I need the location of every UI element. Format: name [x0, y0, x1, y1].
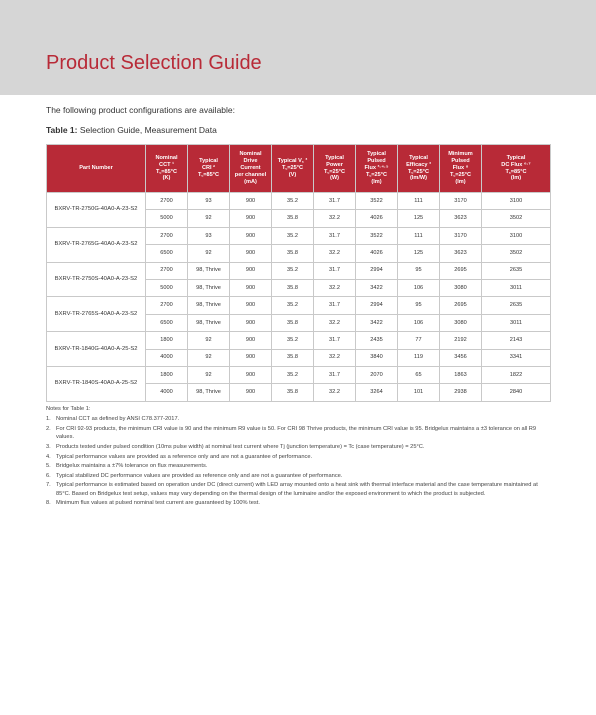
- table-cell: 92: [188, 210, 230, 227]
- table-cell: 95: [398, 262, 440, 279]
- notes: [46, 405, 550, 509]
- table-cell: 98, Thrive: [188, 279, 230, 296]
- table-cell: 4026: [356, 245, 398, 262]
- part-number-cell: BXRV-TR-2765G-40A0-A-23-S2: [47, 227, 146, 262]
- table-row: [47, 227, 551, 244]
- note-number: 1.: [46, 416, 51, 423]
- table-cell: 125: [398, 245, 440, 262]
- column-header-line: (lm): [510, 175, 522, 182]
- table-cell: 2938: [440, 384, 482, 401]
- table-cell: 3623: [440, 210, 482, 227]
- note-text: Bridgelux maintains a ±7% tolerance on flux measurements.: [56, 463, 208, 470]
- column-header-line: CCT ¹: [159, 161, 174, 168]
- part-number-cell: BXRV-TR-1840S-40A0-A-25-S2: [47, 366, 146, 401]
- table-cell: 111: [398, 193, 440, 210]
- table-row: [47, 332, 551, 349]
- table-caption: [46, 125, 217, 135]
- column-header: [440, 145, 482, 193]
- table-cell: 3456: [440, 349, 482, 366]
- table-cell: 3011: [482, 314, 551, 331]
- column-header-line: Typical: [199, 158, 218, 165]
- table-cell: 32.2: [314, 349, 356, 366]
- table-cell: 900: [230, 210, 272, 227]
- table-cell: 3341: [482, 349, 551, 366]
- table-cell: 35.2: [272, 297, 314, 314]
- table-cell: 2700: [146, 297, 188, 314]
- column-header-line: (lm/W): [409, 175, 428, 182]
- table-cell: 65: [398, 366, 440, 383]
- table-cell: 900: [230, 227, 272, 244]
- table-cell: 3840: [356, 349, 398, 366]
- column-header: [272, 145, 314, 193]
- column-header-line: (V): [288, 171, 297, 178]
- table-cell: 900: [230, 384, 272, 401]
- column-header-line: per channel: [234, 171, 267, 178]
- table-cell: 119: [398, 349, 440, 366]
- column-header: [482, 145, 551, 193]
- table-cell: 3080: [440, 279, 482, 296]
- selection-table: [46, 144, 551, 402]
- part-number-cell: BXRV-TR-2750G-40A0-A-23-S2: [47, 193, 146, 228]
- table-cell: 4000: [146, 349, 188, 366]
- column-header-line: T꜀=85°C: [155, 168, 178, 175]
- column-header-line: T꜀=85°C: [505, 168, 527, 175]
- column-header-line: (K): [162, 175, 171, 182]
- table-cell: 98, Thrive: [188, 384, 230, 401]
- table-cell: 6500: [146, 245, 188, 262]
- table-cell: 93: [188, 193, 230, 210]
- note-item: [46, 443, 550, 451]
- table-cell: 31.7: [314, 297, 356, 314]
- table-body: [47, 193, 551, 402]
- table-cell: 1863: [440, 366, 482, 383]
- table-cell: 32.2: [314, 314, 356, 331]
- column-header: [188, 145, 230, 193]
- column-header-line: Flux ⁸: [452, 165, 469, 171]
- table-cell: 900: [230, 366, 272, 383]
- table-cell: 1822: [482, 366, 551, 383]
- column-header-line: Power: [326, 161, 343, 168]
- table-cell: 5000: [146, 210, 188, 227]
- note-item: [46, 462, 550, 470]
- note-number: 8.: [46, 500, 51, 507]
- column-header-line: Efficacy ³: [406, 161, 431, 168]
- table-cell: 35.2: [272, 193, 314, 210]
- note-item: [46, 472, 550, 480]
- notes-list: [46, 415, 550, 507]
- table-cell: 98, Thrive: [188, 314, 230, 331]
- table-cell: 3170: [440, 193, 482, 210]
- table-cell: 101: [398, 384, 440, 401]
- table-cell: 31.7: [314, 366, 356, 383]
- table-cell: 31.7: [314, 262, 356, 279]
- table-cell: 6500: [146, 314, 188, 331]
- table-cell: 32.2: [314, 384, 356, 401]
- table-cell: 3170: [440, 227, 482, 244]
- table-cell: 900: [230, 314, 272, 331]
- column-header-line: Pulsed: [451, 158, 470, 165]
- table-cell: 98, Thrive: [188, 297, 230, 314]
- intro-text: The following product configurations are available:: [46, 105, 236, 115]
- table-cell: 92: [188, 332, 230, 349]
- note-item: [46, 481, 550, 498]
- table-cell: 2143: [482, 332, 551, 349]
- header-band: [0, 0, 596, 95]
- table-cell: 77: [398, 332, 440, 349]
- table-cell: 2700: [146, 227, 188, 244]
- column-header-line: Current: [240, 165, 261, 171]
- column-header-line: T꜀=25°C: [407, 168, 430, 175]
- table-cell: 3100: [482, 193, 551, 210]
- column-header-line: Drive: [243, 158, 258, 165]
- part-number-cell: BXRV-TR-1840G-40A0-A-25-S2: [47, 332, 146, 367]
- table-row: [47, 262, 551, 279]
- page-title: Product Selection Guide: [46, 52, 262, 74]
- table-cell: 111: [398, 227, 440, 244]
- column-header-line: T꜀=25°C: [323, 168, 346, 175]
- column-header-line: CRI ²: [201, 165, 216, 171]
- table-cell: 3422: [356, 314, 398, 331]
- table-cell: 3502: [482, 245, 551, 262]
- table-row: [47, 297, 551, 314]
- table-cell: 2192: [440, 332, 482, 349]
- table-cell: 2695: [440, 262, 482, 279]
- table-cell: 31.7: [314, 193, 356, 210]
- table-header-row: [47, 145, 551, 193]
- table-row: [47, 193, 551, 210]
- column-header-line: (lm): [371, 178, 382, 185]
- table-cell: 900: [230, 279, 272, 296]
- table-cell: 93: [188, 227, 230, 244]
- table-cell: 2635: [482, 262, 551, 279]
- note-text: Products tested under pulsed condition (10ms pulse width) at nominal test current where Tj (junction temperature) = Tc (case temperature) = 25°C.: [56, 443, 425, 450]
- table-cell: 4000: [146, 384, 188, 401]
- column-header-line: Minimum: [448, 151, 473, 158]
- note-text: For CRI 92-93 products, the minimum CRI value is 90 and the minimum R9 value is 50. For CRI 98 Thrive products, the minimum CRI value is 95. Bridgelux maintains a ±3 tolerance on all R9 values.: [56, 425, 537, 441]
- table-cell: 125: [398, 210, 440, 227]
- column-header-line: T꜀=25°C: [365, 171, 388, 178]
- note-number: 4.: [46, 453, 51, 460]
- column-header-line: DC Flux ⁶·⁷: [501, 161, 531, 168]
- part-number-cell: BXRV-TR-2750S-40A0-A-23-S2: [47, 262, 146, 297]
- table-cell: 35.8: [272, 279, 314, 296]
- column-header: [398, 145, 440, 193]
- table-cell: 3522: [356, 193, 398, 210]
- table-cell: 900: [230, 349, 272, 366]
- note-text: Minimum flux values at pulsed nominal test current are guaranteed by 100% test.: [56, 500, 260, 507]
- table-cell: 98, Thrive: [188, 262, 230, 279]
- column-header-line: Typical V꜀ ³: [277, 158, 308, 165]
- table-cell: 106: [398, 314, 440, 331]
- table-caption-label: Table 1:: [46, 125, 78, 135]
- table-cell: 32.2: [314, 245, 356, 262]
- note-item: [46, 453, 550, 461]
- table-cell: 32.2: [314, 279, 356, 296]
- table-cell: 2695: [440, 297, 482, 314]
- note-text: Typical performance is estimated based on operation under DC (direct current) with LED array mounted onto a heat sink with thermal interface material and the case temperature maintained at 85°C. Based on Bridgelux test setup, values may vary depending on the thermal design of the luminaire and/or the exposed environment to which the product is subjected.: [56, 482, 538, 497]
- column-header-line: Part Number: [79, 165, 113, 171]
- table-cell: 2635: [482, 297, 551, 314]
- table-cell: 35.2: [272, 332, 314, 349]
- table-cell: 31.7: [314, 332, 356, 349]
- table-cell: 3100: [482, 227, 551, 244]
- column-header: [146, 145, 188, 193]
- table-cell: 32.2: [314, 210, 356, 227]
- column-header-line: (W): [329, 175, 339, 182]
- table-cell: 3522: [356, 227, 398, 244]
- table-cell: 95: [398, 297, 440, 314]
- column-header-line: (lm): [455, 178, 466, 185]
- table-cell: 35.8: [272, 349, 314, 366]
- note-text: Nominal CCT as defined by ANSI C78.377-2017.: [56, 416, 180, 423]
- table-cell: 3623: [440, 245, 482, 262]
- table-cell: 35.8: [272, 210, 314, 227]
- table-cell: 35.8: [272, 245, 314, 262]
- table-cell: 900: [230, 193, 272, 210]
- table-cell: 2435: [356, 332, 398, 349]
- note-item: [46, 425, 550, 442]
- column-header-line: Flux ³·⁴·⁵: [364, 165, 389, 171]
- column-header: [314, 145, 356, 193]
- note-text: Typical performance values are provided as a reference only and are not a guarantee of performance.: [56, 453, 313, 460]
- column-header: [356, 145, 398, 193]
- column-header-line: Typical: [506, 154, 526, 161]
- table-cell: 35.8: [272, 314, 314, 331]
- notes-title: Notes for Table 1:: [46, 406, 91, 412]
- table-cell: 5000: [146, 279, 188, 296]
- table-cell: 2070: [356, 366, 398, 383]
- table-cell: 1800: [146, 332, 188, 349]
- note-text: Typical stabilized DC performance values are provided as reference only and are not a guarantee of performance.: [56, 472, 343, 479]
- part-number-cell: BXRV-TR-2765S-40A0-A-23-S2: [47, 297, 146, 332]
- note-item: [46, 499, 550, 507]
- table-cell: 92: [188, 366, 230, 383]
- column-header-line: Nominal: [155, 154, 178, 161]
- table-cell: 2994: [356, 297, 398, 314]
- table-cell: 900: [230, 332, 272, 349]
- table-row: [47, 366, 551, 383]
- table-cell: 3422: [356, 279, 398, 296]
- column-header: [230, 145, 272, 193]
- table-cell: 35.2: [272, 262, 314, 279]
- table-cell: 31.7: [314, 227, 356, 244]
- column-header-line: Typical: [409, 154, 428, 161]
- table-cell: 106: [398, 279, 440, 296]
- column-header-line: T꜀=85°C: [197, 171, 220, 178]
- column-header-line: T꜀=25°C: [281, 165, 304, 171]
- column-header-line: Nominal: [239, 151, 262, 158]
- note-number: 6.: [46, 472, 51, 479]
- note-number: 2.: [46, 425, 51, 432]
- table-cell: 2700: [146, 193, 188, 210]
- table-cell: 3502: [482, 210, 551, 227]
- column-header-line: T꜀=25°C: [449, 171, 472, 178]
- table-cell: 900: [230, 297, 272, 314]
- note-item: [46, 415, 550, 423]
- note-number: 5.: [46, 463, 51, 470]
- table-cell: 92: [188, 245, 230, 262]
- table-cell: 2840: [482, 384, 551, 401]
- table-cell: 4026: [356, 210, 398, 227]
- table-cell: 35.2: [272, 227, 314, 244]
- table-cell: 3011: [482, 279, 551, 296]
- column-header: [47, 145, 146, 193]
- table-cell: 2700: [146, 262, 188, 279]
- table-cell: 35.2: [272, 366, 314, 383]
- note-number: 7.: [46, 482, 51, 489]
- table-cell: 35.8: [272, 384, 314, 401]
- column-header-line: Typical: [325, 154, 344, 161]
- table-caption-text: Selection Guide, Measurement Data: [77, 125, 217, 135]
- table-cell: 92: [188, 349, 230, 366]
- table-cell: 900: [230, 245, 272, 262]
- table-cell: 900: [230, 262, 272, 279]
- table-cell: 3080: [440, 314, 482, 331]
- table-cell: 1800: [146, 366, 188, 383]
- note-number: 3.: [46, 443, 51, 450]
- table-cell: 2994: [356, 262, 398, 279]
- column-header-line: Typical: [367, 151, 386, 158]
- column-header-line: (mA): [244, 178, 257, 185]
- column-header-line: Pulsed: [367, 158, 386, 165]
- table-cell: 3264: [356, 384, 398, 401]
